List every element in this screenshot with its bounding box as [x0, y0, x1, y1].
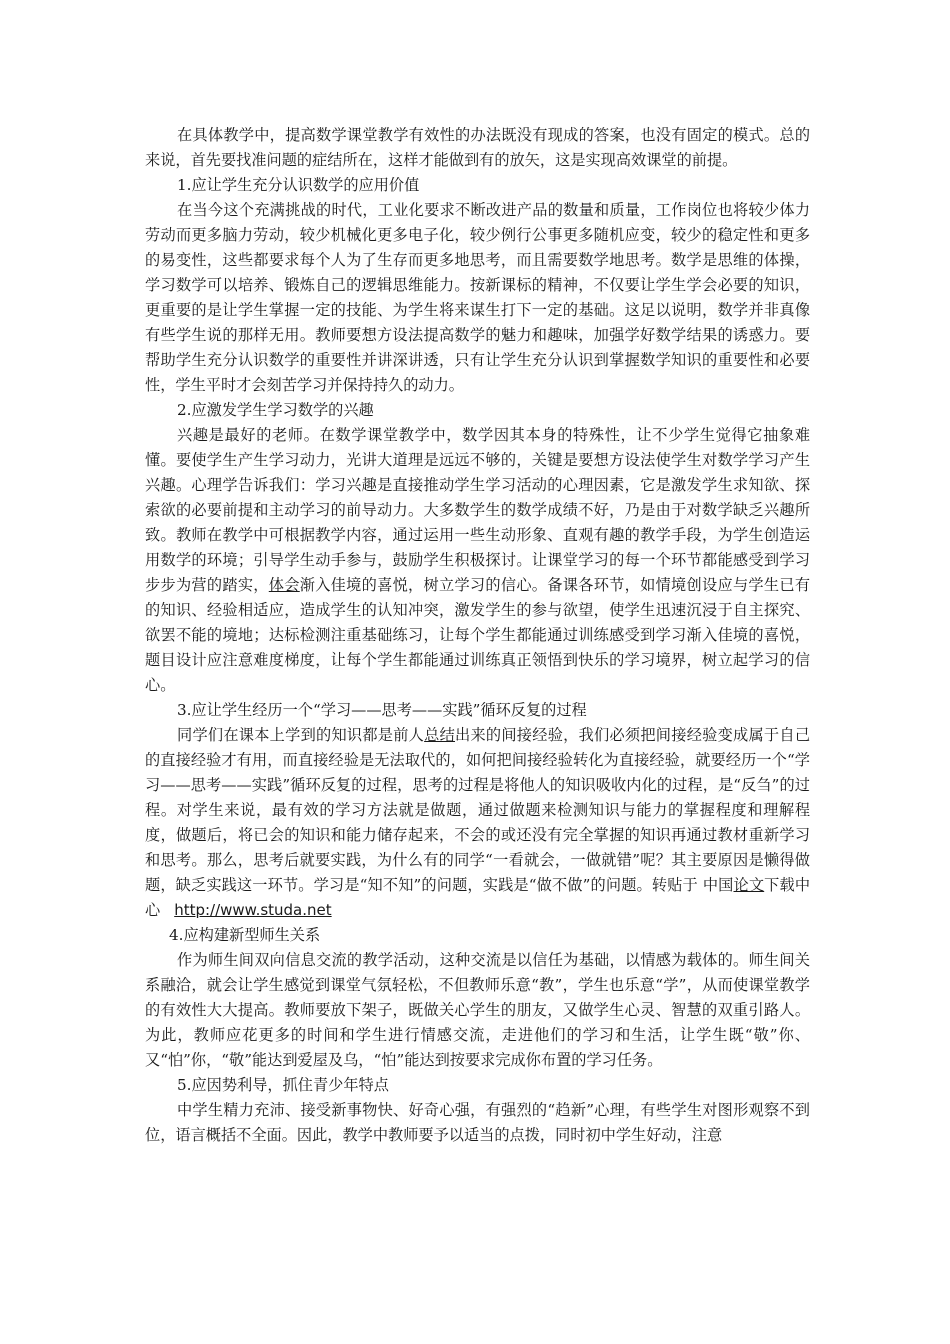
section-4-heading: 4.应构建新型师生关系: [169, 926, 321, 944]
section-2-text-b: 渐入佳境的喜悦，树立学习的信心。备课各环节，如情境创设应与学生已有的知识、经验相适应，造成学生的认知冲突，激发学生的参与欲望，使学生迅速沉浸于自主探究、欲罢不能的境地；达标检测注重基础练习，让每个学生都能通过训练感受到学习渐入佳境的喜悦，题目设计应注意难度梯度，让每个学生都能通过训练真正领悟到快乐的学习境界，树立起学习的信心。: [145, 576, 811, 694]
section-1-paragraph: 在当今这个充满挑战的时代，工业化要求不断改进产品的数量和质量，工作岗位也将较少体力劳动而更多脑力劳动，较少机械化更多电子化，较少例行公事更多随机应变，较少的稳定性和更多的易变性，这些都要求每个人为了生存而更多地思考，而且需要数学地思考。数学是思维的体操，学习数学可以培养、锻炼自己的逻辑思维能力。按新课标的精神，不仅要让学生学会必要的知识，更重要的是让学生掌握一定的技能、为学生将来谋生打下一定的基础。这足以说明，数学并非真像有些学生说的那样无用。教师要想方设法提高数学的魅力和趣味，加强学好数学结果的诱惑力。要帮助学生充分认识数学的重要性并讲深讲透，只有让学生充分认识到掌握数学知识的重要性和必要性，学生平时才会刻苦学习并保持持久的动力。: [145, 201, 810, 394]
section-3-text-a: 同学们在课本上学到的知识都是前人: [177, 726, 425, 744]
section-3-text-b: 出来的间接经验，我们必须把间接经验变成属于自己的直接经验才有用，而直接经验是无法取代的，如何把间接经验转化为直接经验，就要经历一个“学习——思考——实践”循环反复的过程，思考的过程是将他人的知识吸收内化的过程，是“反刍”的过程。对学生来说，最有效的学习方法就是做题，通过做题来检测知识与能力的掌握程度和理解程度，做题后，将已会的知识和能力储存起来，不会的或还没有完全掌握的知识再通过教材重新学习和思考。那么，思考后就要实践，为什么有的同学“一看就会，一做就错”呢？其主要原因是懒得做题，缺乏实践这一环节。学习是“知不知”的问题，实践是“做不做”的问题。转贴于 中国: [145, 726, 810, 894]
section-4-paragraph: 作为师生间双向信息交流的教学活动，这种交流是以信任为基础，以情感为载体的。师生间关系融洽，就会让学生感觉到课堂气氛轻松，不但教师乐意“教”，学生也乐意“学”，从而使课堂教学的有效性大大提高。教师要放下架子，既做关心学生的朋友，又做学生心灵、智慧的双重引路人。为此，教师应花更多的时间和学生进行情感交流，走进他们的学习和生活，让学生既“敬”你、又“怕”你，“敬”能达到爱屋及乌，“怕”能达到按要求完成你布置的学习任务。: [145, 951, 810, 1069]
lunwen-link[interactable]: 论文: [733, 876, 765, 894]
section-5-paragraph: 中学生精力充沛、接受新事物快、好奇心强，有强烈的“趋新”心理，有些学生对图形观察不到位，语言概括不全面。因此，教学中教师要予以适当的点拨，同时初中学生好动，注意: [145, 1101, 810, 1144]
tihui-link[interactable]: 体会: [268, 576, 300, 594]
section-2-heading: 2.应激发学生学习数学的兴趣: [177, 401, 374, 419]
section-2-paragraph: [145, 423, 810, 698]
section-5-heading: 5.应因势利导，抓住青少年特点: [177, 1076, 389, 1094]
section-2-text-a: 兴趣是最好的老师。在数学课堂教学中，数学因其本身的特殊性，让不少学生觉得它抽象难懂。要使学生产生学习动力，光讲大道理是远远不够的，关键是要想方设法使学生对数学学习产生兴趣。心理学告诉我们：学习兴趣是直接推动学生学习活动的心理因素，它是激发学生求知欲、探索欲的必要前提和主动学习的前导动力。大多数学生的数学成绩不好，乃是由于对数学缺乏兴趣所致。教师在教学中可根据教学内容，通过运用一些生动形象、直观有趣的教学手段，为学生创造运用数学的环境；引导学生动手参与，鼓励学生积极探讨。让课堂学习的每一个环节都能感受到学习步步为营的踏实，: [145, 426, 810, 594]
studa-url-link[interactable]: http://www.studa.net: [174, 901, 332, 919]
intro-paragraph: 在具体教学中，提高数学课堂教学有效性的办法既没有现成的答案，也没有固定的模式。总的来说，首先要找准问题的症结所在，这样才能做到有的放矢，这是实现高效课堂的前提。: [145, 126, 810, 169]
zongjie-link[interactable]: 总结: [424, 726, 456, 744]
section-1-heading: 1.应让学生充分认识数学的应用价值: [177, 176, 420, 194]
document-body: [145, 123, 810, 1148]
section-3-paragraph: [145, 723, 810, 923]
section-3-text-c: 下载中心: [145, 876, 811, 919]
section-3-heading: 3.应让学生经历一个“学习——思考——实践”循环反复的过程: [177, 701, 587, 719]
